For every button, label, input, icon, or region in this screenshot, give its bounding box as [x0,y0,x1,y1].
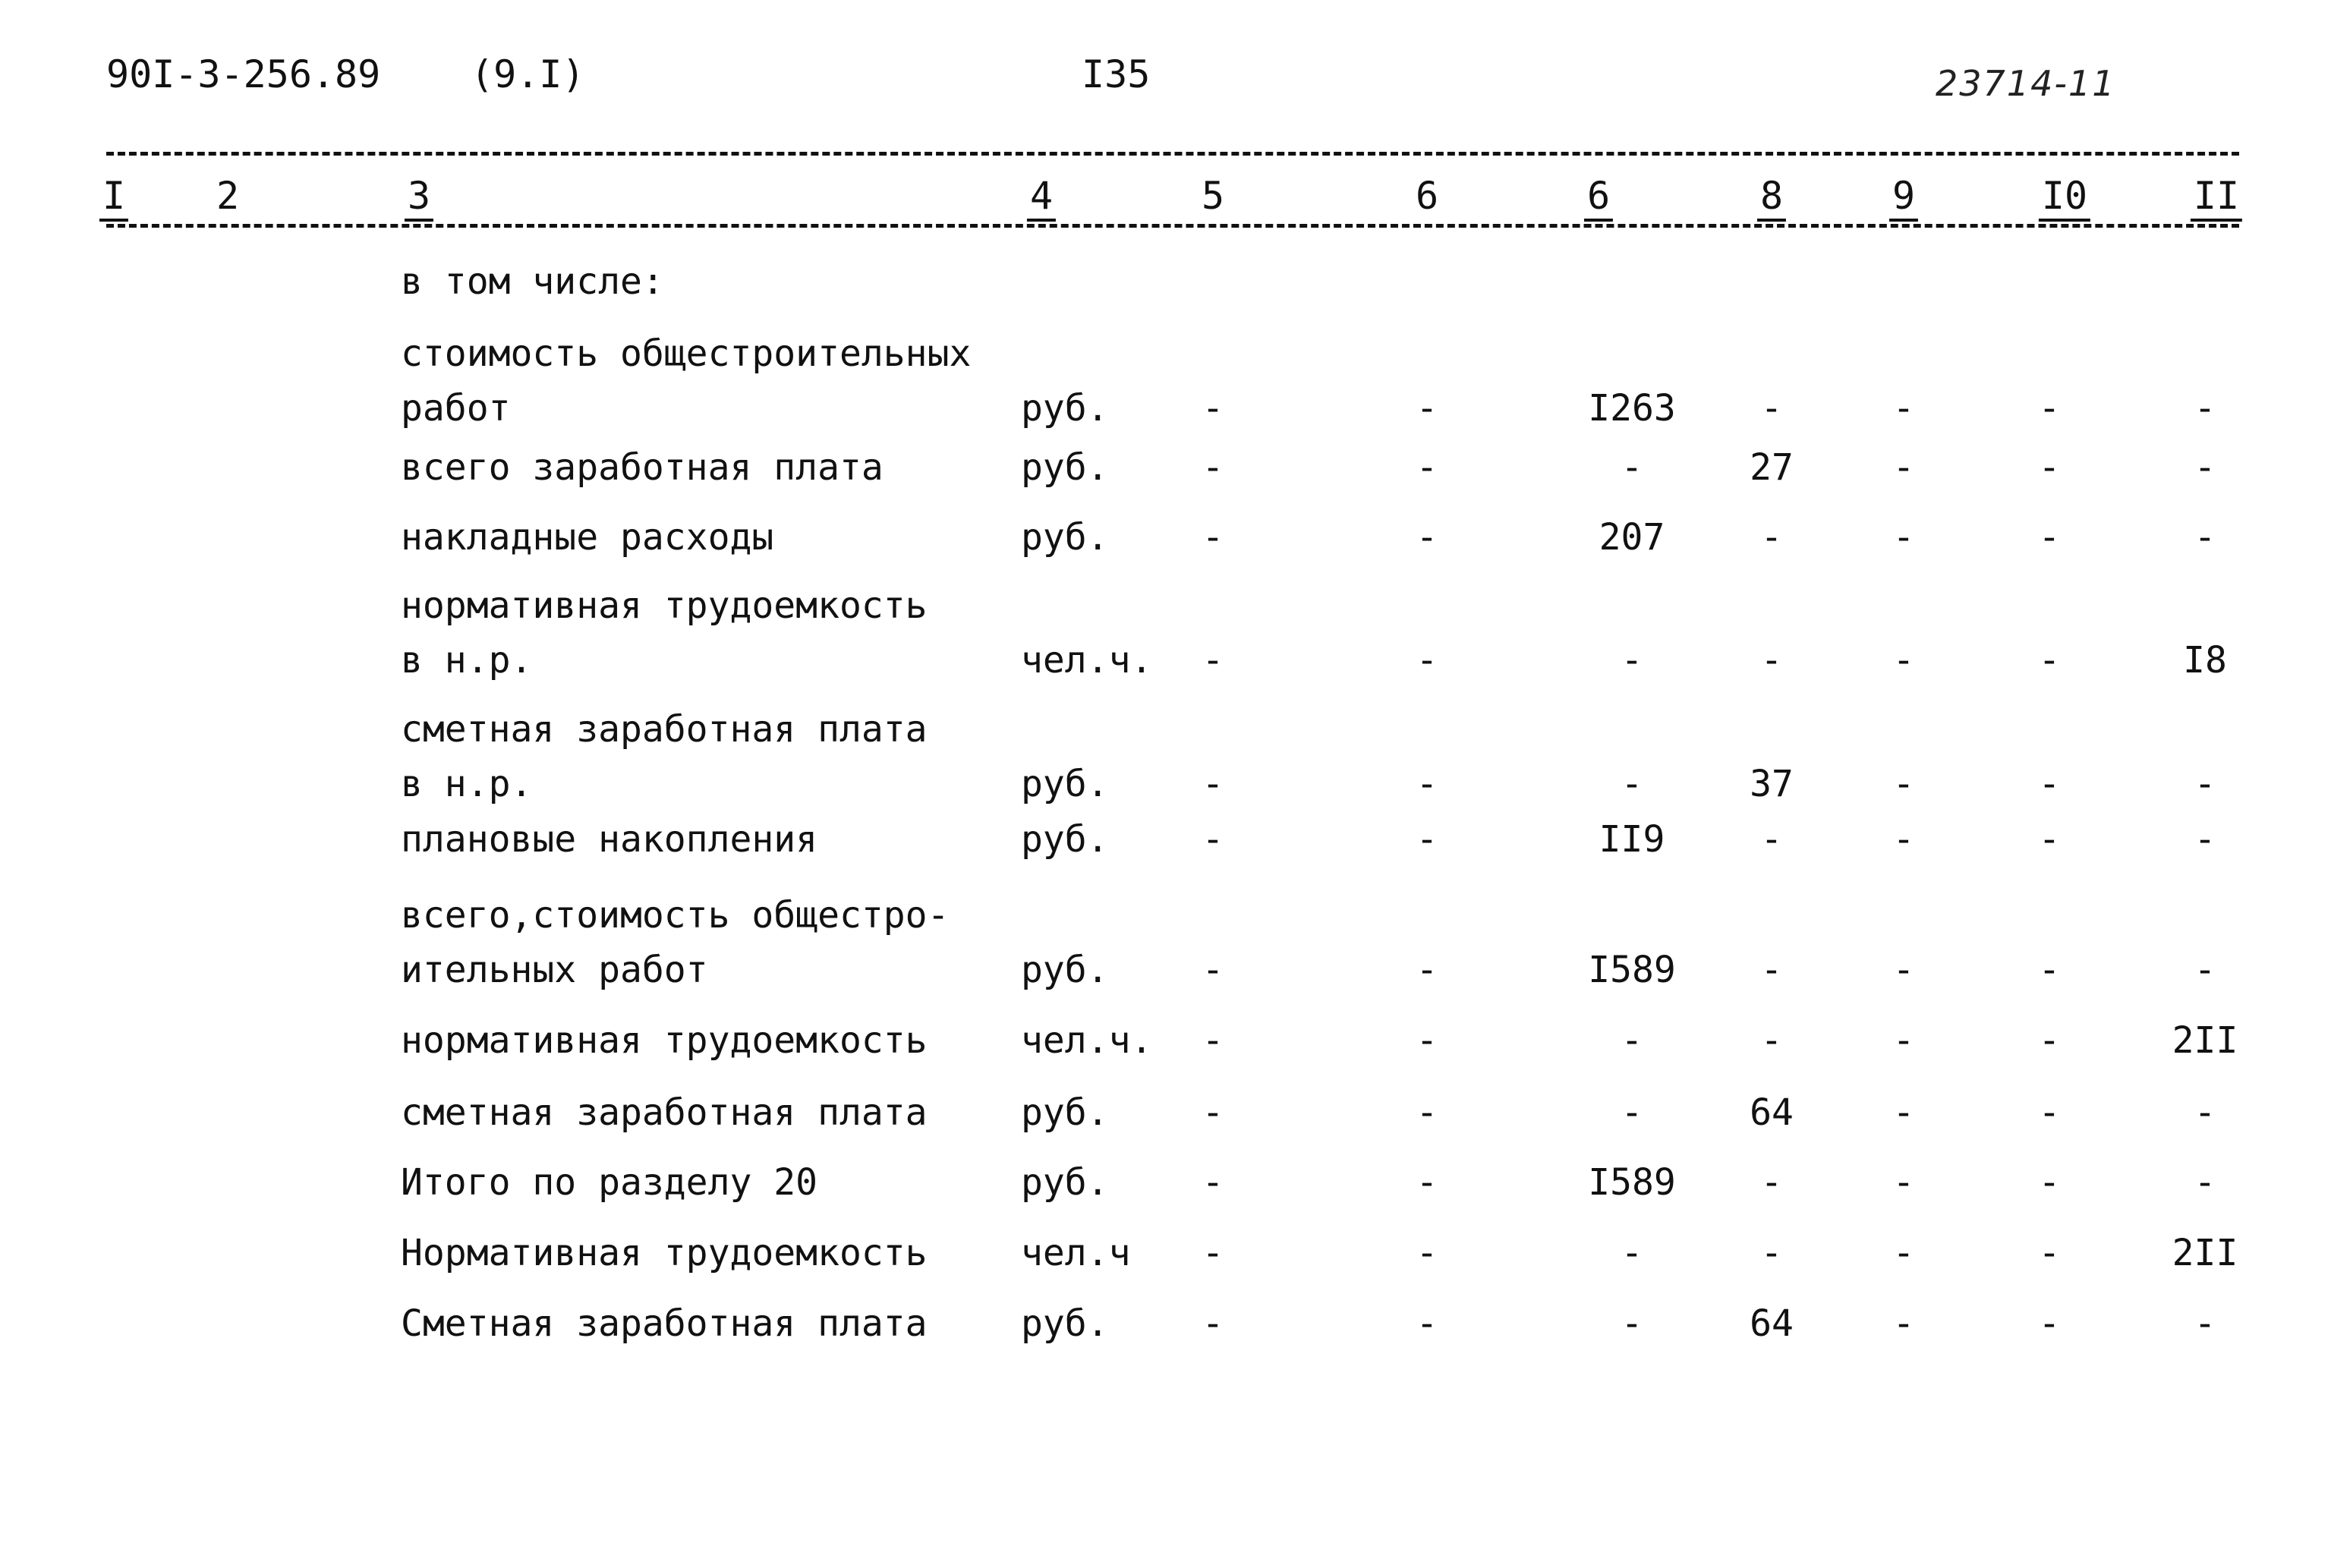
row-value-col-8: 64 [1750,1302,1794,1345]
row-value-col-11: 2II [2172,1019,2238,1062]
row-value-col-5: - [1202,446,1224,489]
column-number-label: 2 [216,174,240,218]
row-description: Нормативная трудоемкость [401,1232,928,1274]
row-description: нормативная трудоемкость [401,584,928,627]
row-value-col-6: - [1416,1019,1438,1062]
row-value-col-7: - [1621,1091,1643,1134]
row-value-col-6: - [1416,387,1438,430]
row-value-col-8: 64 [1750,1091,1794,1134]
row-value-col-7: - [1621,763,1643,805]
document-code: 90I-3-256.89 [106,52,381,96]
row-description: в том числе: [401,260,664,303]
row-unit: руб. [1021,516,1109,559]
row-value-col-9: - [1892,639,1915,682]
column-number-label: 4 [1027,173,1056,222]
column-number-label: II [2191,173,2242,222]
row-value-col-9: - [1892,949,1915,991]
column-number-10 [2039,173,2090,222]
row-value-col-9: - [1892,1019,1915,1062]
column-number-8 [1757,173,1786,222]
row-value-col-7: I263 [1588,387,1676,430]
row-value-col-10: - [2038,763,2061,805]
row-description: сметная заработная плата [401,708,928,751]
row-value-col-7: - [1621,639,1643,682]
row-value-col-9: - [1892,818,1915,861]
row-value-col-6: - [1416,1091,1438,1134]
row-value-col-7: - [1621,1302,1643,1345]
column-number-label: I0 [2039,173,2090,222]
row-value-col-5: - [1202,1232,1224,1274]
row-value-col-5: - [1202,387,1224,430]
column-number-label: 8 [1757,173,1786,222]
row-value-col-5: - [1202,1302,1224,1345]
row-value-col-7: - [1621,446,1643,489]
row-value-col-8: - [1760,516,1783,559]
column-number-11 [2191,173,2242,222]
row-value-col-7: 207 [1599,516,1665,559]
row-value-col-9: - [1892,1161,1915,1204]
row-value-col-9: - [1892,1091,1915,1134]
row-value-col-11: - [2194,1302,2216,1345]
row-value-col-9: - [1892,1302,1915,1345]
row-unit: чел.ч. [1021,639,1153,682]
row-description: всего заработная плата [401,446,884,489]
row-value-col-7: - [1621,1232,1643,1274]
column-number-6 [1416,173,1438,219]
row-description: нормативная трудоемкость [401,1019,928,1062]
column-number-label: 9 [1889,173,1918,222]
inventory-number: 23714-11 [1936,63,2116,104]
row-value-col-7: - [1621,1019,1643,1062]
row-unit: руб. [1021,1161,1109,1204]
row-value-col-11: - [2194,387,2216,430]
row-value-col-8: - [1760,1161,1783,1204]
column-number-label: 5 [1201,174,1225,218]
column-number-label: 3 [405,173,433,222]
row-value-col-8: 37 [1750,763,1794,805]
row-value-col-11: - [2194,446,2216,489]
row-value-col-8: - [1760,818,1783,861]
row-unit: руб. [1021,949,1109,991]
row-unit: руб. [1021,818,1109,861]
row-value-col-7: II9 [1599,818,1665,861]
row-unit: руб. [1021,387,1109,430]
table-top-rule [106,152,2239,156]
row-value-col-6: - [1416,763,1438,805]
row-value-col-9: - [1892,763,1915,805]
row-unit: чел.ч [1021,1232,1131,1274]
column-number-label: I [99,173,128,222]
row-description: в н.р. [401,763,533,805]
row-value-col-6: - [1416,949,1438,991]
row-value-col-6: - [1416,1232,1438,1274]
row-value-col-11: - [2194,1161,2216,1204]
row-value-col-10: - [2038,516,2061,559]
row-value-col-10: - [2038,446,2061,489]
column-number-9 [1889,173,1918,222]
row-value-col-5: - [1202,516,1224,559]
row-value-col-9: - [1892,516,1915,559]
row-unit: руб. [1021,1091,1109,1134]
row-value-col-10: - [2038,1302,2061,1345]
row-value-col-8: - [1760,639,1783,682]
row-value-col-5: - [1202,1091,1224,1134]
table-header-rule [106,224,2239,228]
row-description: Итого по разделу 20 [401,1161,818,1204]
row-value-col-6: - [1416,639,1438,682]
column-number-1 [99,173,128,222]
row-value-col-9: - [1892,387,1915,430]
row-value-col-9: - [1892,1232,1915,1274]
row-description: работ [401,387,511,430]
row-value-col-6: - [1416,516,1438,559]
column-number-5 [1202,173,1224,219]
row-description: стоимость общестроительных [401,332,972,375]
row-unit: руб. [1021,446,1109,489]
column-number-label: 6 [1415,174,1439,218]
page-number: I35 [1082,52,1151,96]
row-value-col-11: 2II [2172,1232,2238,1274]
row-value-col-6: - [1416,1302,1438,1345]
column-number-3 [405,173,433,222]
row-value-col-6: - [1416,1161,1438,1204]
row-value-col-10: - [2038,639,2061,682]
row-value-col-8: 27 [1750,446,1794,489]
column-number-2 [216,173,239,219]
row-value-col-7: I589 [1588,949,1676,991]
row-description: в н.р. [401,639,533,682]
column-number-7 [1584,173,1613,222]
row-value-col-11: - [2194,818,2216,861]
row-value-col-7: I589 [1588,1161,1676,1204]
row-value-col-5: - [1202,1019,1224,1062]
row-value-col-11: - [2194,1091,2216,1134]
row-value-col-10: - [2038,1019,2061,1062]
row-description: накладные расходы [401,516,774,559]
row-value-col-5: - [1202,639,1224,682]
row-value-col-6: - [1416,446,1438,489]
row-value-col-6: - [1416,818,1438,861]
row-value-col-11: - [2194,516,2216,559]
row-unit: руб. [1021,763,1109,805]
row-description: всего,стоимость общестро- [401,894,950,937]
row-value-col-10: - [2038,1091,2061,1134]
row-value-col-9: - [1892,446,1915,489]
row-value-col-10: - [2038,1161,2061,1204]
row-unit: руб. [1021,1302,1109,1345]
row-value-col-8: - [1760,949,1783,991]
row-value-col-8: - [1760,1019,1783,1062]
row-unit: чел.ч. [1021,1019,1153,1062]
row-value-col-10: - [2038,818,2061,861]
column-number-4 [1027,173,1056,222]
row-value-col-8: - [1760,1232,1783,1274]
row-value-col-11: - [2194,949,2216,991]
row-value-col-10: - [2038,1232,2061,1274]
row-value-col-10: - [2038,387,2061,430]
row-value-col-11: I8 [2183,639,2227,682]
row-value-col-5: - [1202,949,1224,991]
row-value-col-10: - [2038,949,2061,991]
row-value-col-11: - [2194,763,2216,805]
section-number: (9.I) [471,52,585,96]
row-value-col-5: - [1202,1161,1224,1204]
row-description: плановые накопления [401,818,818,861]
row-description: сметная заработная плата [401,1091,928,1134]
row-value-col-8: - [1760,387,1783,430]
row-value-col-5: - [1202,763,1224,805]
column-number-label: 6 [1584,173,1613,222]
row-value-col-5: - [1202,818,1224,861]
row-description: Сметная заработная плата [401,1302,928,1345]
row-description: ительных работ [401,949,708,991]
